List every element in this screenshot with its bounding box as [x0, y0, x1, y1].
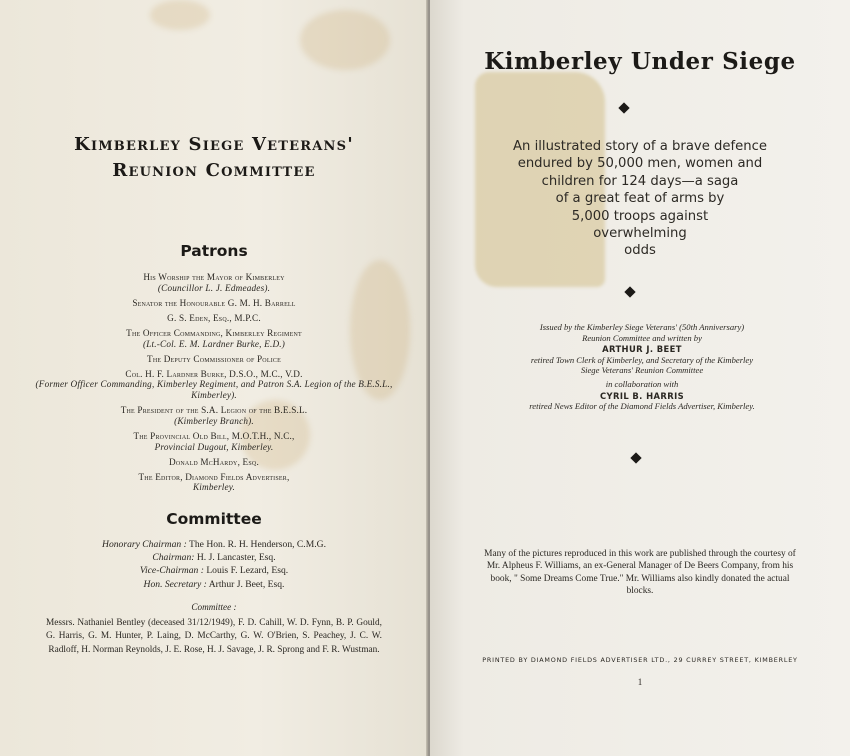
- members-text: Messrs. Nathaniel Bentley (deceased 31/12/1949), F. D. Cahill, W. D. Fynn, B. P. Gould, G. Harris, G. M. Hunter, P. Laing, D. McCarthy, G. W. O'Brien, S. Peachey, J. C. W. Radloff, H. Norman Reynolds, J. E. Rose, H. J. Savage, J. R. Sprong and F. R. Wustman.: [46, 618, 382, 655]
- paper-stain: [150, 0, 210, 30]
- author-description: retired Town Clerk of Kimberley, and Secretary of the Kimberley: [530, 354, 754, 365]
- officer-row: Chairman: H. J. Lancaster, Esq.: [152, 552, 276, 564]
- description-line: endured by 50,000 men, women and: [517, 156, 763, 172]
- members-label: Committee :: [191, 602, 237, 612]
- author-description: retired News Editor of the Diamond Fields Advertiser, Kimberley.: [529, 401, 755, 412]
- issued-line: Reunion Committee and written by: [582, 332, 702, 343]
- author-name: CYRIL B. HARRIS: [599, 390, 685, 401]
- paper-stain: [300, 10, 390, 70]
- patron-item: Senator the Honourable G. M. H. Barrell: [132, 297, 296, 308]
- patron-item: G. S. Eden, Esq., M.P.C.: [167, 312, 261, 323]
- diamond-ornament-icon: [630, 452, 641, 463]
- description-line: children for 124 days—a saga: [541, 173, 739, 189]
- committee-heading: Committee: [166, 510, 262, 528]
- printer-imprint: PRINTED BY DIAMOND FIELDS ADVERTISER LTD., 29 CURREY STREET, KIMBERLEY: [482, 656, 798, 664]
- patrons-heading: Patrons: [180, 242, 248, 260]
- committee-title-line2: Reunion Committee: [112, 160, 316, 181]
- committee-title-line1: Kimberley Siege Veterans': [74, 134, 354, 155]
- right-page: [430, 0, 850, 756]
- description-line: overwhelming: [593, 226, 687, 242]
- officer-row: Honorary Chairman : The Hon. R. H. Henderson, C.M.G.: [102, 539, 326, 550]
- author-name: ARTHUR J. BEET: [602, 344, 682, 355]
- book-title: Kimberley Under Siege: [484, 48, 796, 75]
- patron-item: The President of the S.A. Legion of the B.E.S.L. (Kimberley Branch).: [120, 405, 308, 426]
- description-line: 5,000 troops against: [571, 208, 709, 224]
- description-line: of a great feat of arms by: [555, 191, 725, 207]
- diamond-ornament-icon: [624, 286, 635, 297]
- author-description: Siege Veterans' Reunion Committee: [580, 365, 704, 376]
- officer-row: Vice-Chairman : Louis F. Lezard, Esq.: [139, 565, 289, 577]
- description-line: odds: [624, 243, 656, 259]
- collaboration-line: in collaboration with: [605, 378, 679, 389]
- book-description: [470, 138, 810, 260]
- patron-item: The Editor, Diamond Fields Advertiser, Kimberley.: [138, 471, 290, 493]
- committee-title: [10, 132, 418, 184]
- picture-credits: Many of the pictures reproduced in this work are published through the courtesy of Mr. Alpheus F. Williams, an ex-General Manager of De Beers Company, from his book, " Some Dreams Come True." Mr. Williams also kindly donated the actual blocks.: [484, 549, 796, 597]
- officer-row: Hon. Secretary : Arthur J. Beet, Esq.: [143, 578, 285, 590]
- officer-list: [30, 538, 398, 591]
- page-number: 1: [637, 677, 643, 687]
- patron-list: [20, 272, 408, 497]
- authorship-block: [460, 322, 824, 412]
- patron-item: The Deputy Commissioner of Police: [147, 353, 281, 364]
- patron-item: His Worship the Mayor of Kimberley (Councillor L. J. Edmeades).: [143, 272, 285, 293]
- diamond-ornament-icon: [618, 102, 629, 113]
- patron-item: The Officer Commanding, Kimberley Regiment (Lt.-Col. E. M. Lardner Burke, E.D.): [126, 327, 302, 349]
- patron-item: Donald McHardy, Esq.: [169, 456, 259, 467]
- issued-line: Issued by the Kimberley Siege Veterans' (50th Anniversary): [539, 322, 745, 332]
- description-line: An illustrated story of a brave defence: [513, 139, 767, 154]
- patron-item: Col. H. F. Lardner Burke, D.S.O., M.C., V.D. (Former Officer Commanding, Kimberley Regiment, and Patron S.A. Legion of the B.E.S.L., Kimberley).: [35, 368, 393, 401]
- patron-item: The Provincial Old Bill, M.O.T.H., N.C., Provincial Dugout, Kimberley.: [133, 430, 295, 452]
